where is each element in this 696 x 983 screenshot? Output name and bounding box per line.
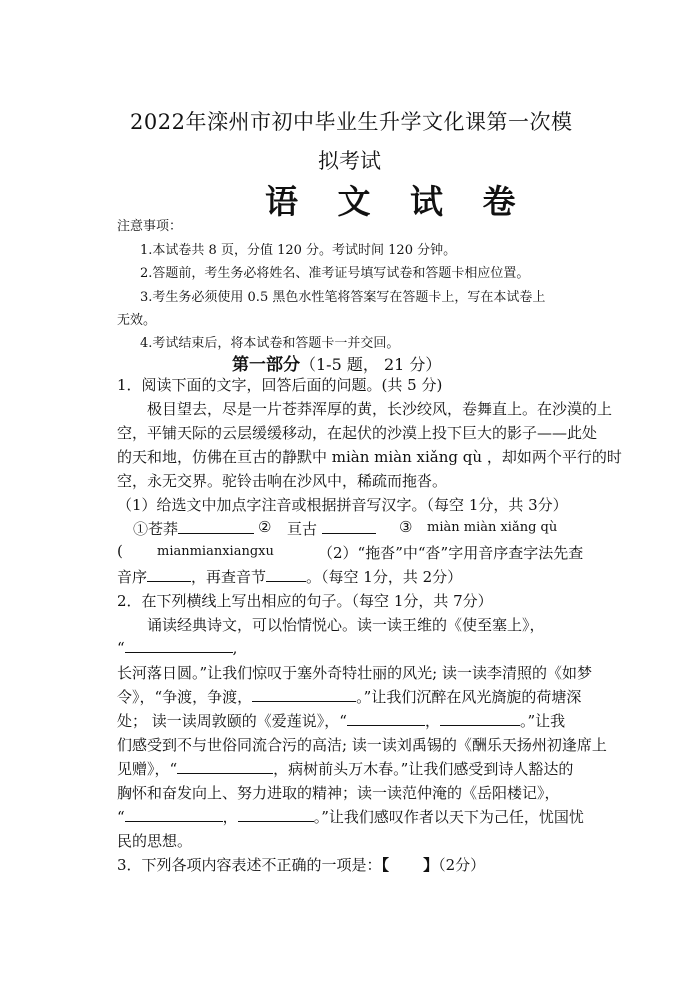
notes-item-2: 2.答题前，考生务必将姓名、准考证号填写试卷和答题卡相应位置。 [140,266,530,281]
exam-title-line1: 2022年滦州市初中毕业生升学文化课第一次模 [130,110,573,134]
q1-sub2: （2）“拖沓”中“沓”字用音序查字法先查 [318,544,584,562]
q2-line9: “ ， 。”让我们感叹作者以天下为己任，忧国忧 [117,808,584,826]
q1-passage-line4: 空，永无交界。驼铃击响在沙风中，稀疏而拖沓。 [117,472,448,490]
answer-blank[interactable] [440,711,520,726]
q1-passage-line2: 空，平铺天际的云层缓缓移动，在起伏的沙漠上投下巨大的影子——此处 [117,424,598,442]
q2-line4: 令》，“争渡，争渡， 。”让我们沉醉在风光旖旎的荷塘深 [117,688,582,706]
notes-item-4: 4.考试结束后，将本试卷和答题卡一并交回。 [140,336,400,351]
q1-option-2-num: ② [258,518,272,536]
q1-passage-line1: 极目望去，尽是一片苍莽浑厚的黄，长沙绞风，卷舞直上。在沙漠的上 [147,400,613,418]
q1-stem: 1．阅读下面的文字，回答后面的问题。(共 5 分) [117,376,443,394]
notes-item-1: 1.本试卷共 8 页，分值 120 分。考试时间 120 分钟。 [140,243,457,258]
section-range: （1-5 题， 21 分） [300,355,442,374]
subject-title: 语 文 试 卷 [265,182,530,221]
q1-pinyin-answer: mianmianxiangxu [157,544,274,559]
section-heading [232,350,441,375]
q2-line5: 处； 读一读周敦颐的《爱莲说》，“ ， 。”让我 [117,712,566,730]
exam-title-line2: 拟考试 [318,149,381,173]
answer-blank[interactable] [252,687,356,702]
notes-item-3-cont: 无效。 [117,313,157,328]
section-title: 第一部分 [232,355,300,375]
q2-line3: 长河落日圆。”让我们惊叹于塞外奇特壮丽的风光; 读一读李清照的《如梦 [117,664,592,682]
answer-blank[interactable] [147,567,191,582]
answer-blank[interactable] [125,638,233,653]
q2-line8: 胸怀和奋发向上、努力进取的精神；读一读范仲淹的《岳阳楼记》， [117,784,560,802]
answer-blank[interactable] [238,807,314,822]
q1-passage-line3: 的天和地，仿佛在亘古的静默中 miàn miàn xiǎng qù ，却如两个平行的时 [117,448,622,466]
q2-line2: “ , [117,639,238,657]
q1-paren-open: ( [117,542,123,560]
answer-blank[interactable] [266,567,306,582]
q2-stem: 2．在下列横线上写出相应的句子。（每空 1分，共 7分） [117,592,493,610]
notes-heading: 注意事项： [117,219,183,234]
q1-option-2: 亘古 [287,518,376,539]
q1-option-3-pinyin: miàn miàn xiǎng qù [427,520,558,535]
answer-bracket-open: 【 [381,856,390,874]
answer-blank[interactable] [177,759,273,774]
q1-sub2-line2: 音序 ，再查音节 。（每空 1分，共 2分） [117,568,463,586]
q2-line10: 民的思想。 [117,832,193,850]
answer-blank[interactable] [125,807,223,822]
answer-blank[interactable] [347,711,425,726]
answer-blank[interactable] [322,519,376,534]
q2-line6: 们感受到不与世俗同流合污的高洁; 读一读刘禹锡的《酬乐天扬州初逢席上 [117,736,607,754]
q3-stem: 3．下列各项内容表述不正确的一项是：【 】（2分） [117,856,486,874]
notes-item-3: 3.考生务必须使用 0.5 黑色水性笔将答案写在答题卡上，写在本试卷上 [140,290,546,305]
q1-option-1: ①苍莽 [133,518,254,539]
q2-line7: 见赠》，“ ，病树前头万木春。”让我们感受到诗人豁达的 [117,760,574,778]
answer-blank[interactable] [178,519,254,534]
q1-sub1: （1）给选文中加点字注音或根据拼音写汉字。（每空 1分，共 3分） [117,496,568,514]
answer-bracket-close: 】 [423,856,439,874]
q2-line1: 诵读经典诗文，可以怡情悦心。读一读王维的《使至塞上》， [147,616,545,634]
q1-option-3-num: ③ [399,518,413,536]
